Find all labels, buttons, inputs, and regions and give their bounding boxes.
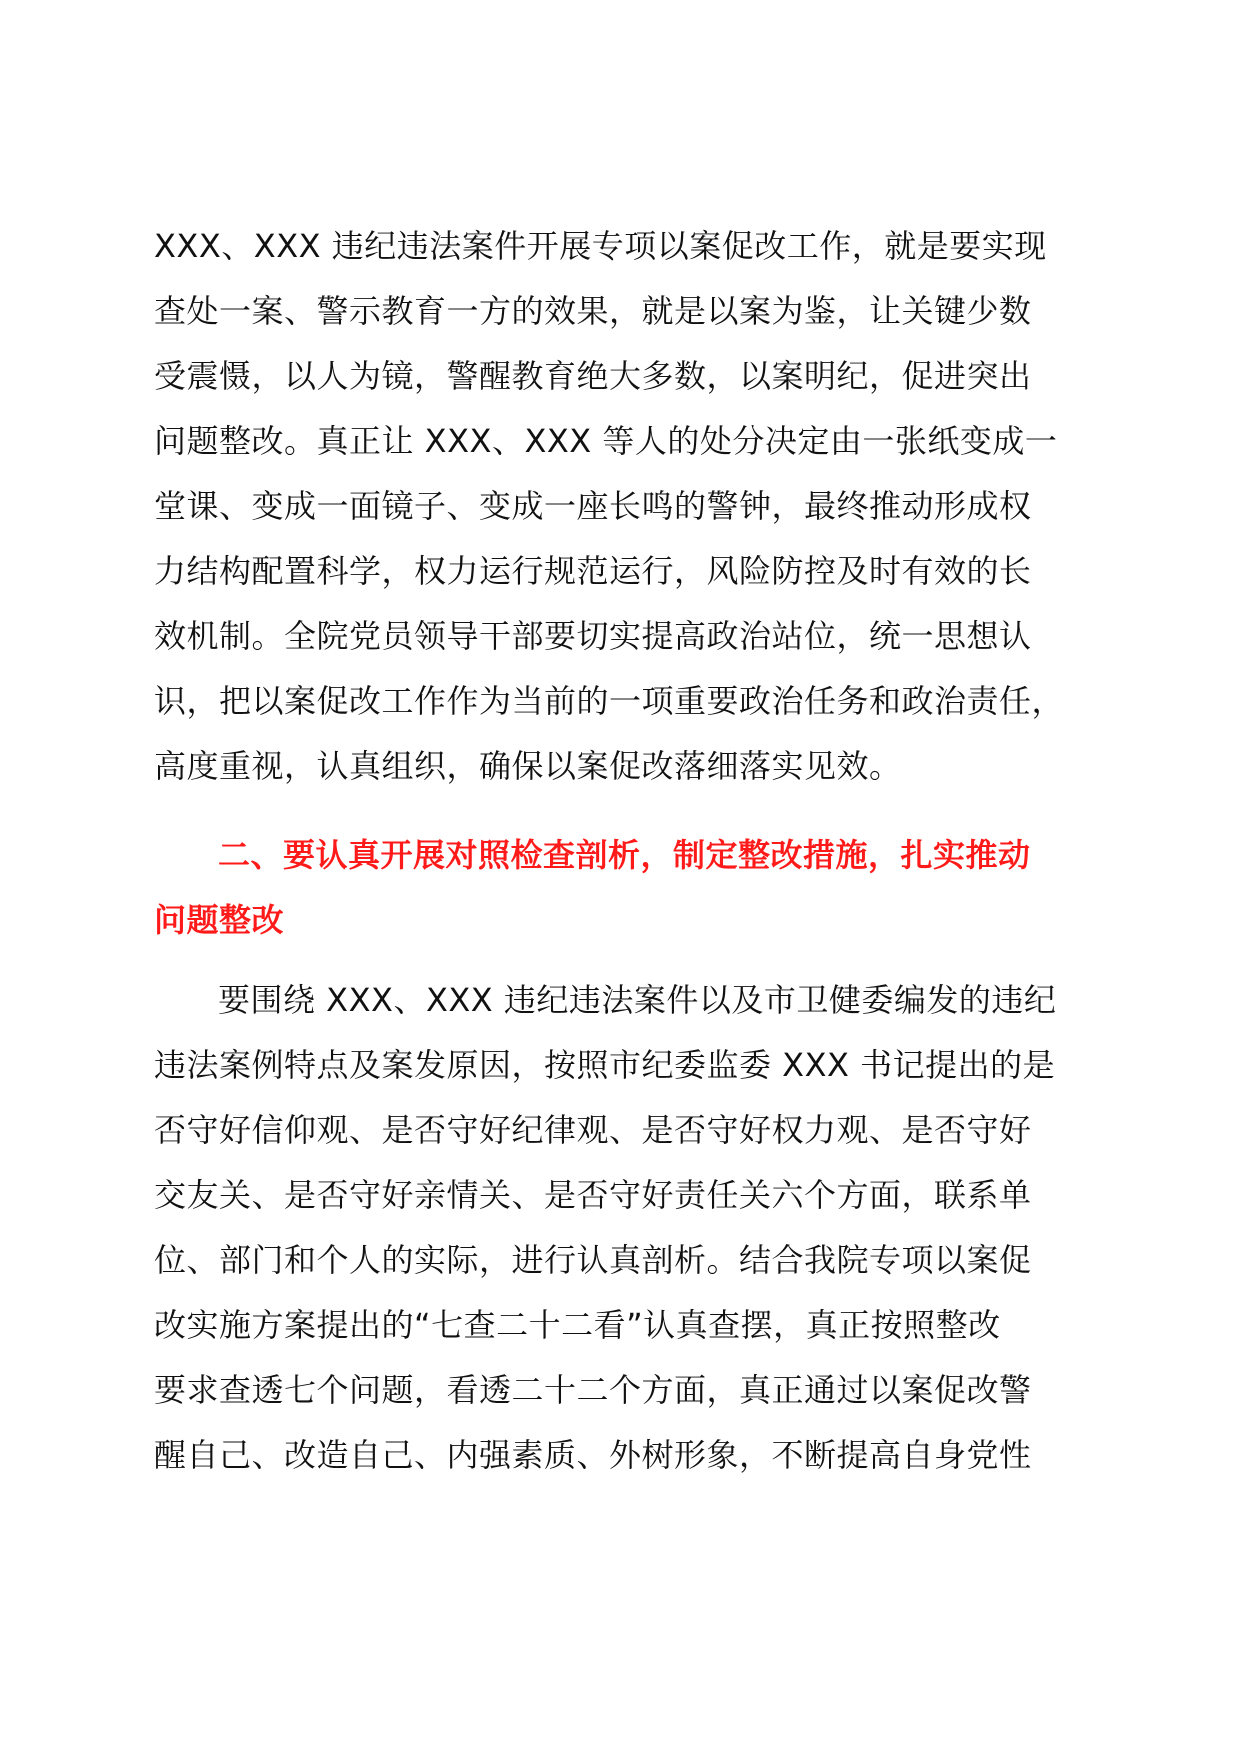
paragraph-line: 醒自己、改造自己、内强素质、外树形象，不断提高自身党性 [154, 1436, 1032, 1474]
paragraph-line: 查处一案、警示教育一方的效果，就是以案为鉴，让关键少数 [154, 292, 1032, 330]
paragraph-line: 识，把以案促改工作作为当前的一项重要政治任务和政治责任， [154, 682, 1065, 720]
heading-line: 二、要认真开展对照检查剖析，制定整改措施，扎实推动 [218, 836, 1031, 874]
paragraph-line: 要求查透七个问题，看透二十二个方面，真正通过以案促改警 [154, 1371, 1032, 1409]
heading-line: 问题整改 [154, 901, 285, 939]
paragraph-line: 否守好信仰观、是否守好纪律观、是否守好权力观、是否守好 [154, 1111, 1032, 1149]
paragraph-line: 力结构配置科学，权力运行规范运行，风险防控及时有效的长 [154, 552, 1032, 590]
paragraph-line: 效机制。全院党员领导干部要切实提高政治站位，统一思想认 [154, 617, 1032, 655]
section-heading-2 [154, 823, 1114, 953]
paragraph-line: 要围绕 XXX、XXX 违纪违法案件以及市卫健委编发的违纪 [218, 981, 1057, 1019]
paragraph-line: 问题整改。真正让 XXX、XXX 等人的处分决定由一张纸变成一 [154, 422, 1058, 460]
paragraph-1 [154, 214, 1114, 799]
paragraph-line: 交友关、是否守好亲情关、是否守好责任关六个方面，联系单 [154, 1176, 1032, 1214]
paragraph-line: XXX、XXX 违纪违法案件开展专项以案促改工作，就是要实现 [154, 227, 1047, 265]
paragraph-line: 受震慑，以人为镜，警醒教育绝大多数，以案明纪，促进突出 [154, 357, 1032, 395]
paragraph-line: 位、部门和个人的实际，进行认真剖析。结合我院专项以案促 [154, 1241, 1032, 1279]
paragraph-line: 堂课、变成一面镜子、变成一座长鸣的警钟，最终推动形成权 [154, 487, 1032, 525]
paragraph-2 [154, 968, 1114, 1488]
paragraph-line: 高度重视，认真组织，确保以案促改落细落实见效。 [154, 747, 902, 785]
paragraph-line: 违法案例特点及案发原因，按照市纪委监委 XXX 书记提出的是 [154, 1046, 1056, 1084]
paragraph-line: 改实施方案提出的“七查二十二看”认真查摆，真正按照整改 [154, 1306, 1001, 1344]
